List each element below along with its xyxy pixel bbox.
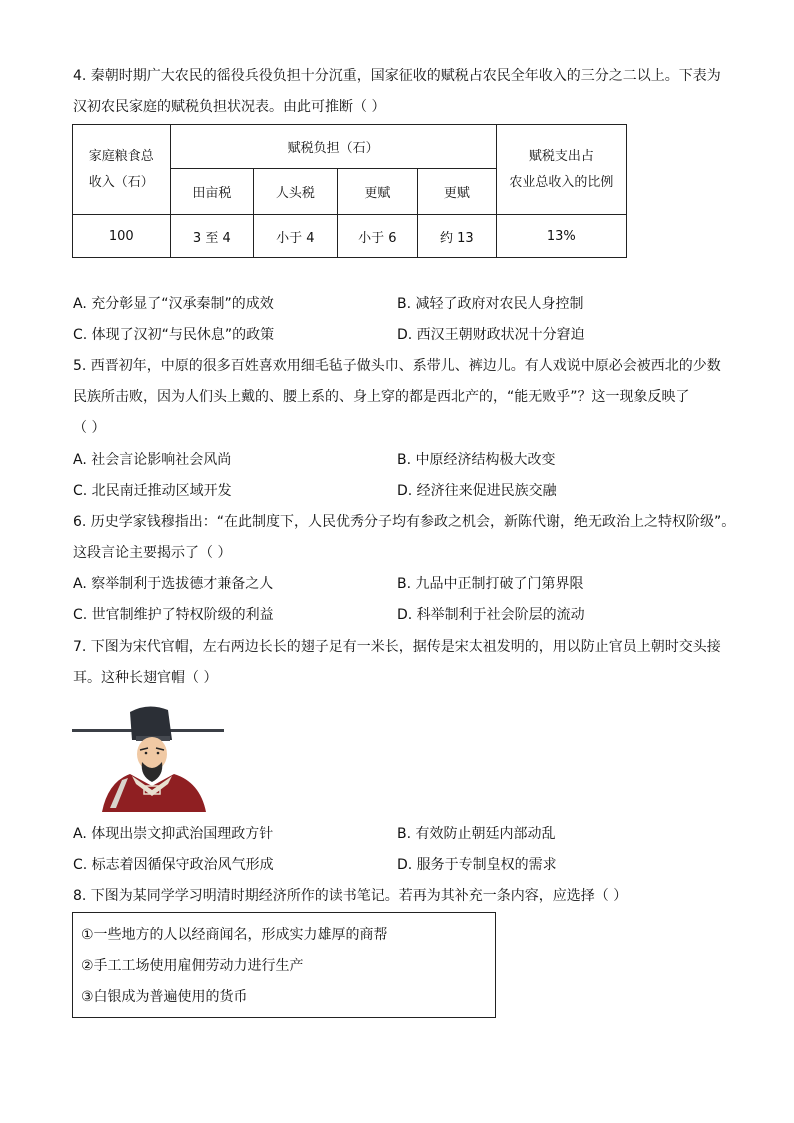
- q6-option-c: C. 世官制维护了特权阶级的利益: [73, 607, 274, 623]
- table-cell: 小于 6: [337, 215, 418, 258]
- table-cell: 约 13: [418, 215, 497, 258]
- q6-option-b: B. 九品中正制打破了门第界限: [397, 576, 584, 592]
- note-item: ①一些地方的人以经商闻名，形成实力雄厚的商帮: [81, 927, 388, 943]
- q6-option-d: D. 科举制利于社会阶层的流动: [397, 607, 585, 623]
- q8-stem-line1: 8. 下图为某同学学习明清时期经济所作的读书笔记。若再为其补充一条内容，应选择（ ）: [73, 888, 628, 904]
- tax-burden-table: [72, 124, 627, 258]
- q4-option-c: C. 体现了汉初“与民休息”的政策: [73, 327, 275, 343]
- q5-option-d: D. 经济往来促进民族交融: [397, 483, 557, 499]
- q5-option-c: C. 北民南迁推动区域开发: [73, 483, 232, 499]
- q5-option-a: A. 社会言论影响社会风尚: [73, 452, 232, 468]
- hat: [130, 706, 172, 740]
- song-official-hat-figure: [72, 700, 224, 812]
- q7-option-b: B. 有效防止朝廷内部动乱: [397, 826, 556, 842]
- q6-stem-line1: 6. 历史学家钱穆指出：“在此制度下，人民优秀分子均有参政之机会，新陈代谢，绝无政治上之特权阶级”。: [73, 514, 736, 530]
- q4-stem-line1: 4. 秦朝时期广大农民的徭役兵役负担十分沉重，国家征收的赋税占农民全年收入的三分之二以上。下表为: [73, 68, 721, 84]
- q6-stem-line2: 这段言论主要揭示了（ ）: [73, 545, 232, 561]
- q5-stem-line2: 民族所击败，因为人们头上戴的、腰上系的、身上穿的都是西北产的，“能无败乎”？这一现象反映了: [73, 389, 690, 405]
- q6-option-a: A. 察举制利于选拔德才兼备之人: [73, 576, 274, 592]
- q7-option-d: D. 服务于专制皇权的需求: [397, 857, 557, 873]
- table-subheader: 更赋: [418, 169, 497, 215]
- q4-option-b: B. 减轻了政府对农民人身控制: [397, 296, 584, 312]
- q7-option-a: A. 体现出崇文抑武治国理政方针: [73, 826, 274, 842]
- q7-stem-line2: 耳。这种长翅官帽（ ）: [73, 670, 218, 686]
- reading-notes-box: [72, 912, 496, 1018]
- table-cell: 3 至 4: [170, 215, 254, 258]
- note-item: ③白银成为普遍使用的货币: [81, 989, 248, 1005]
- q4-option-a: A. 充分彰显了“汉承秦制”的成效: [73, 296, 274, 312]
- table-cell: 100: [73, 215, 171, 258]
- table-header-tax-ratio: 赋税支出占 农业总收入的比例: [496, 125, 626, 215]
- table-subheader: 田亩税: [170, 169, 254, 215]
- q7-stem-line1: 7. 下图为宋代官帽，左右两边长长的翅子足有一米长，据传是宋太祖发明的，用以防止官员上朝时交头接: [73, 639, 721, 655]
- table-subheader: 更赋: [337, 169, 418, 215]
- table-cell: 13%: [496, 215, 626, 258]
- table-cell: 小于 4: [254, 215, 338, 258]
- q5-option-b: B. 中原经济结构极大改变: [397, 452, 556, 468]
- table-header-grain-income: 家庭粮食总 收入（石）: [73, 125, 171, 215]
- table-subheader: 人头税: [254, 169, 338, 215]
- q5-stem-line1: 5. 西晋初年，中原的很多百姓喜欢用细毛毡子做头巾、系带儿、裤边儿。有人戏说中原必会被西北的少数: [73, 358, 721, 374]
- table-header-tax-burden: 赋税负担（石）: [170, 125, 496, 169]
- q4-stem-line2: 汉初农民家庭的赋税负担状况表。由此可推断（ ）: [73, 99, 386, 115]
- q4-option-d: D. 西汉王朝财政状况十分窘迫: [397, 327, 585, 343]
- note-item: ②手工工场使用雇佣劳动力进行生产: [81, 958, 304, 974]
- q7-option-c: C. 标志着因循保守政治风气形成: [73, 857, 274, 873]
- q5-stem-line3: （ ）: [73, 420, 106, 436]
- face: [137, 737, 167, 771]
